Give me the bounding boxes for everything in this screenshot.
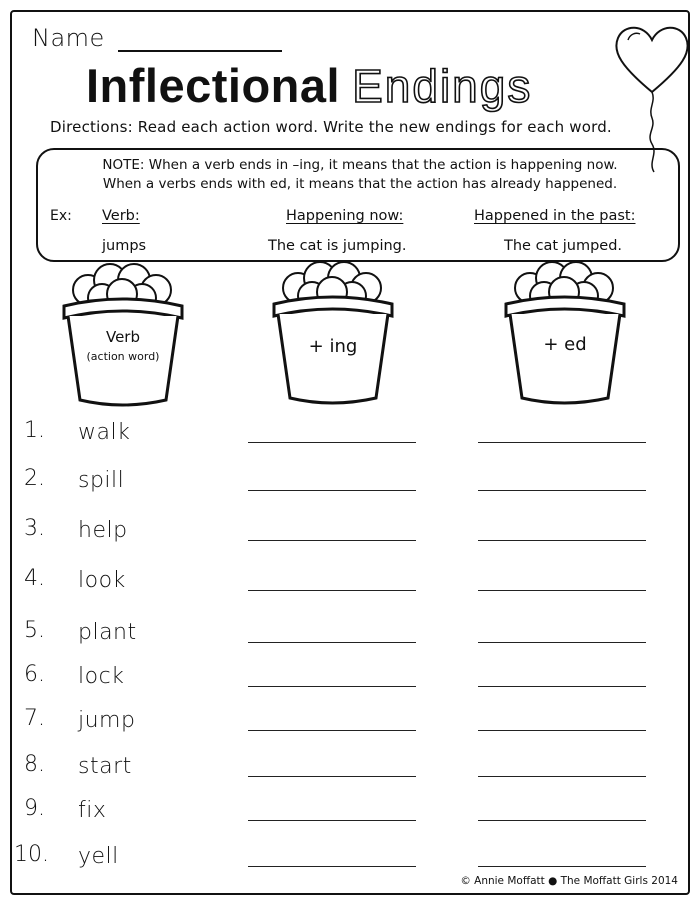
bucket-ed [500, 256, 630, 406]
bucket-label: + ing [308, 336, 358, 357]
word-row [12, 466, 692, 506]
bucket-sublabel: (action word) [86, 350, 160, 363]
ed-answer-line[interactable] [478, 866, 646, 867]
bucket-icon [500, 256, 630, 406]
ed-answer-line[interactable] [478, 642, 646, 643]
title-bold-word: Inflectional [86, 59, 341, 112]
ing-answer-line[interactable] [248, 730, 416, 731]
note-line-1: NOTE: When a verb ends in –ing, it means that the action is happening now. [102, 157, 618, 173]
worksheet-title [86, 58, 532, 113]
row-number: 7. [24, 706, 45, 731]
word-row [12, 618, 692, 658]
example-header-verb: Verb: [102, 208, 140, 224]
row-word: yell [78, 844, 119, 869]
title-outline-word: Endings [352, 60, 533, 112]
row-word: help [78, 518, 128, 543]
word-row [12, 566, 692, 606]
ing-answer-line[interactable] [248, 642, 416, 643]
ed-answer-line[interactable] [478, 820, 646, 821]
row-word: plant [78, 620, 137, 645]
row-number: 5. [24, 618, 45, 643]
example-past: The cat jumped. [504, 238, 623, 254]
name-field-line [118, 50, 282, 52]
ing-answer-line[interactable] [248, 820, 416, 821]
example-verb: jumps [102, 238, 147, 254]
row-number: 9. [24, 796, 45, 821]
row-number: 8. [24, 752, 45, 777]
bucket-label: Verb [105, 328, 140, 346]
word-row [12, 706, 692, 746]
bucket-ing [268, 256, 398, 406]
example-label: Ex: [50, 208, 72, 224]
note-line-2: When a verbs ends with ed, it means that the action has already happened. [102, 176, 618, 192]
word-row [12, 796, 692, 836]
ing-answer-line[interactable] [248, 866, 416, 867]
ed-answer-line[interactable] [478, 590, 646, 591]
ing-answer-line[interactable] [248, 490, 416, 491]
word-row [12, 752, 692, 792]
word-row [12, 418, 692, 458]
ed-answer-line[interactable] [478, 730, 646, 731]
row-word: lock [78, 664, 125, 689]
copyright-text: © Annie Moffatt ● The Moffatt Girls 2014 [460, 875, 678, 887]
example-header-now: Happening now: [286, 208, 404, 224]
ing-answer-line[interactable] [248, 540, 416, 541]
row-number: 2. [24, 466, 45, 491]
row-word: walk [78, 420, 131, 445]
row-word: fix [78, 798, 107, 823]
row-number: 1. [24, 418, 45, 443]
ing-answer-line[interactable] [248, 686, 416, 687]
row-number: 6. [24, 662, 45, 687]
name-label: Name [32, 24, 105, 52]
directions-text: Directions: Read each action word. Write the new endings for each word. [50, 118, 612, 136]
example-header-past: Happened in the past: [474, 208, 636, 224]
ed-answer-line[interactable] [478, 490, 646, 491]
word-row [12, 516, 692, 556]
ing-answer-line[interactable] [248, 590, 416, 591]
note-box [36, 148, 680, 262]
ed-answer-line[interactable] [478, 442, 646, 443]
bucket-icon [268, 256, 398, 406]
row-word: jump [78, 708, 136, 733]
row-word: spill [78, 468, 125, 493]
row-number: 4. [24, 566, 45, 591]
example-now: The cat is jumping. [268, 238, 407, 254]
row-number: 10. [14, 842, 49, 867]
bucket-label: + ed [543, 334, 587, 355]
row-word: start [78, 754, 132, 779]
row-number: 3. [24, 516, 45, 541]
ing-answer-line[interactable] [248, 776, 416, 777]
note-text [50, 156, 670, 194]
word-row [12, 662, 692, 702]
row-word: look [78, 568, 126, 593]
ed-answer-line[interactable] [478, 686, 646, 687]
ed-answer-line[interactable] [478, 776, 646, 777]
worksheet-page [10, 10, 690, 895]
bucket-verb [58, 258, 188, 408]
ed-answer-line[interactable] [478, 540, 646, 541]
ing-answer-line[interactable] [248, 442, 416, 443]
